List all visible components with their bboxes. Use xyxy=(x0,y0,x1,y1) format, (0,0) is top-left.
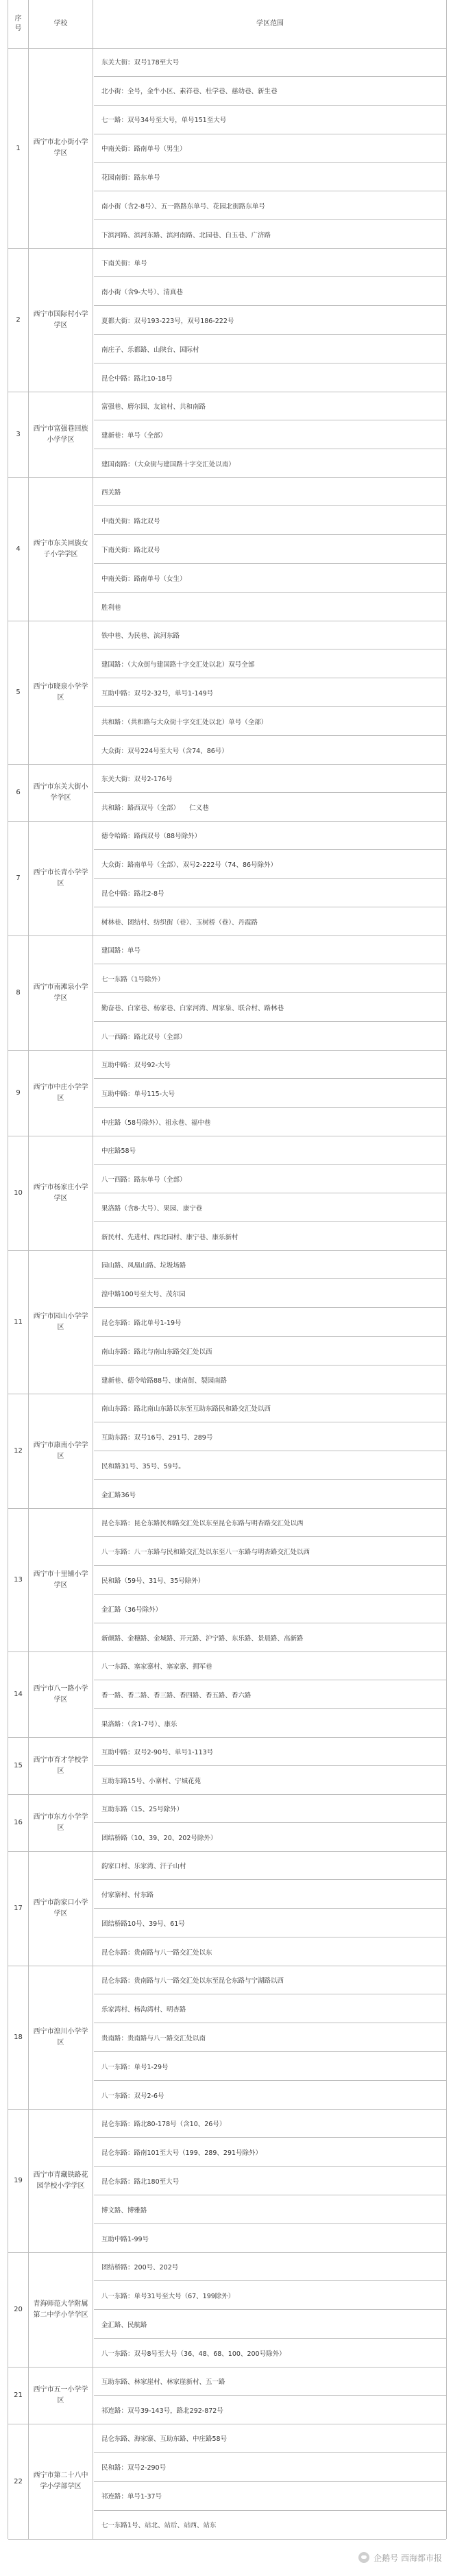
school-name: 西宁市育才学校学区 xyxy=(33,1756,88,1775)
table-header xyxy=(8,0,446,49)
district-range-item: 团结桥路（10、39、20、202号除外） xyxy=(101,1834,217,1842)
district-range-item: 南庄子、乐都路、山陕台、国际村 xyxy=(94,335,446,363)
district-range-item: 祁连路：双号39-143号，路北292-872号 xyxy=(101,2407,223,2415)
row-number: 19 xyxy=(14,2177,23,2184)
district-range-item: 八一东路：双号2-6号 xyxy=(101,2092,164,2100)
district-range-item: 建国路：（大众街与建国路十字交汇处以北）双号全部 xyxy=(94,649,446,678)
header-seq: 序 号 xyxy=(14,15,22,32)
district-range-item: 八一东路、塞家寨村、塞家寨、拥军巷 xyxy=(94,1651,446,1680)
district-range-list xyxy=(94,1394,446,1508)
row-number: 6 xyxy=(16,789,21,796)
district-range-list xyxy=(94,621,446,764)
table-row xyxy=(8,764,446,822)
school-name: 西宁市青藏铁路花园学校小学学区 xyxy=(33,2171,88,2190)
district-range-item: 八一西路：路东单号（全部） xyxy=(94,1165,446,1193)
district-range-item: 互助中路：双号2-90号、单号1-113号 xyxy=(94,1737,446,1766)
district-range-item: 南小街（含9-大号）、清真巷 xyxy=(94,277,446,306)
school-name: 西宁市十里铺小学学区 xyxy=(33,1570,88,1589)
district-range-item: 互助中路1-99号 xyxy=(101,2235,149,2243)
district-range-list xyxy=(94,1851,446,1966)
table-row xyxy=(8,477,446,621)
district-range-item: 昆仑东路：路北180至大号 xyxy=(94,2167,446,2195)
district-range-item: 金汇路、民航路 xyxy=(94,2310,446,2339)
district-range-item: 果洛路（含8-大号）、果园、康宁巷 xyxy=(94,1193,446,1222)
district-range-item: 中南关街：路北双号 xyxy=(94,506,446,535)
school-name: 西宁市东关大街小学学区 xyxy=(33,783,88,802)
district-range-list xyxy=(94,2109,446,2252)
district-range-item: 互助东路（15、25号除外） xyxy=(94,1794,446,1823)
row-number: 14 xyxy=(14,1691,23,1698)
school-name: 西宁市湟川小学学区 xyxy=(33,2027,88,2047)
table-row xyxy=(8,2109,446,2253)
district-range-item: 昆仑中路：路北2-8号 xyxy=(94,879,446,907)
table-row xyxy=(8,1508,446,1652)
district-range-item: 新民村、先进村、西北园村、康宁巷、康乐新村 xyxy=(101,1233,238,1241)
table-row xyxy=(8,392,446,478)
row-number: 4 xyxy=(16,545,21,553)
watermark-text: 企鹅号 西海都市报 xyxy=(374,2553,442,2563)
school-name: 西宁市中庄小学学区 xyxy=(33,1083,88,1102)
row-number: 10 xyxy=(14,1189,23,1197)
district-range-item: 金汇路（36号除外） xyxy=(94,1595,446,1623)
district-range-item: 香一路、香二路、香三路、香四路、香五路、香六路 xyxy=(94,1680,446,1709)
table-row xyxy=(8,1794,446,1852)
table-row xyxy=(8,248,446,392)
district-range-item: 互助中路：单号115-大号 xyxy=(94,1079,446,1108)
district-range-item: 团结桥路：200号、202号 xyxy=(94,2252,446,2281)
row-number: 1 xyxy=(16,144,21,152)
district-range-item: 胜利巷 xyxy=(101,604,121,612)
row-number: 12 xyxy=(14,1447,23,1455)
district-range-list xyxy=(94,2424,446,2539)
school-name: 西宁市韵家口小学学区 xyxy=(33,1898,88,1918)
district-range-item: 八一西路：路北双号（全部） xyxy=(101,1033,186,1041)
district-range-item: 韵家口村、乐家湾、汗子山村 xyxy=(94,1851,446,1880)
district-range-list xyxy=(94,1966,446,2109)
district-range-item: 东关大街：双号178至大号 xyxy=(94,48,446,77)
district-range-item: 昆仑东路：贵南路与八一路交汇处以东至昆仑东路与宁湖路以西 xyxy=(94,1966,446,1994)
district-range-item: 民和路（59号、31号、35号除外） xyxy=(94,1566,446,1595)
table-row xyxy=(8,1050,446,1136)
district-range-item: 大众街：双号224号至大号（含74、86号） xyxy=(101,747,228,755)
district-range-list xyxy=(94,1250,446,1394)
row-number: 18 xyxy=(14,2034,23,2041)
table-row xyxy=(8,48,446,249)
row-number: 11 xyxy=(14,1318,23,1326)
row-number: 17 xyxy=(14,1905,23,1912)
district-range-item: 园山路、凤凰山路、垃圾场路 xyxy=(94,1250,446,1279)
district-range-item: 南山东路：路北南山东路以东至互助东路民和路交汇处以西 xyxy=(94,1394,446,1422)
district-range-item: 互助中路：双号2-32号，单号1-149号 xyxy=(94,678,446,707)
district-range-item: 互助中路：双号92-大号 xyxy=(94,1050,446,1079)
district-range-item: 中南关街：路南单号（男生） xyxy=(94,134,446,163)
district-range-item: 花园南街：路东单号 xyxy=(94,163,446,191)
school-name: 西宁市园山小学学区 xyxy=(33,1312,88,1331)
row-number: 7 xyxy=(16,874,21,882)
district-range-item: 八一东路：八一东路与民和路交汇处以东至八一东路与明杏路交汇处以西 xyxy=(94,1537,446,1566)
table-row xyxy=(8,2367,446,2424)
school-name: 西宁市杨家庄小学学区 xyxy=(33,1183,88,1202)
district-range-item: 贵南路：贵南路与八一路交汇处以南 xyxy=(94,2023,446,2052)
district-range-list xyxy=(94,2367,446,2424)
district-range-item: 东关大街：双号2-176号 xyxy=(94,764,446,793)
district-range-item: 互助东路：双号16号、291号、289号 xyxy=(94,1422,446,1451)
district-range-item: 中庄路（58号除外）、祖永巷、福中巷 xyxy=(101,1119,211,1127)
district-range-item: 夏都大街：双号193-223号，双号186-222号 xyxy=(94,306,446,335)
school-name: 西宁市康南小学学区 xyxy=(33,1441,88,1460)
header-school: 学校 xyxy=(53,20,68,27)
row-number: 21 xyxy=(14,2392,23,2399)
school-name: 西宁市长青小学学区 xyxy=(33,868,88,887)
district-range-item: 树林巷、团结村、纺织街（巷）、玉树桥（巷）、丹霞路 xyxy=(101,918,258,927)
district-range-item: 富强巷、磨尔园、友谊村、共和南路 xyxy=(94,392,446,420)
school-district-table xyxy=(8,0,447,2539)
district-range-list xyxy=(94,1651,446,1737)
district-range-item: 湟中路100号至大号、茂尔园 xyxy=(94,1279,446,1308)
district-range-item: 昆仑东路：路南101至大号（199、289、291号除外） xyxy=(94,2138,446,2167)
district-range-item: 大众街：路南单号（全部）、双号2-222号（74、86号除外） xyxy=(94,850,446,879)
district-range-list xyxy=(94,1737,446,1794)
district-range-list xyxy=(94,2252,446,2367)
district-range-list xyxy=(94,1050,446,1136)
district-range-item: 互助东路15号、小寨村、宁城花苑 xyxy=(101,1777,201,1785)
school-name: 西宁市富强巷回族小学学区 xyxy=(33,425,88,444)
district-range-item: 中南关街：路南单号（女生） xyxy=(94,564,446,593)
district-range-item: 民和路：双号2-290号 xyxy=(94,2453,446,2481)
table-row xyxy=(8,1851,446,1966)
table-row xyxy=(8,1651,446,1738)
district-range-item: 勤奋巷、白家巷、杨家巷、白家河湾、周家泉、联合村、路林巷 xyxy=(94,993,446,1022)
district-range-item: 付家寨村、付东路 xyxy=(94,1880,446,1909)
table-row xyxy=(8,2252,446,2368)
column-divider xyxy=(28,0,29,2539)
table-row xyxy=(8,935,446,1051)
school-name: 西宁市东方小学学区 xyxy=(33,1813,88,1832)
district-range-list xyxy=(94,935,446,1050)
row-number: 20 xyxy=(14,2306,23,2313)
district-range-item: 果洛路：（含1-7号）、康乐 xyxy=(101,1720,177,1728)
district-range-list xyxy=(94,48,446,248)
district-range-list xyxy=(94,1794,446,1851)
district-range-item: 祁连路：单号1-37号 xyxy=(94,2482,446,2511)
school-name: 西宁市第二十八中学小学部学区 xyxy=(33,2472,88,2490)
district-range-item: 昆仑中路：路北10-18号 xyxy=(101,374,173,383)
district-range-item: 七一东路1号、站北、站后、站西、站东 xyxy=(101,2522,217,2530)
district-range-item: 团结桥路10号、39号、61号 xyxy=(94,1909,446,1937)
district-range-item: 下滨河路、滨河东路、滨河南路、北园巷、白玉巷、广济路 xyxy=(101,231,271,239)
row-number: 5 xyxy=(16,689,21,696)
table-row xyxy=(8,1966,446,2110)
district-range-item: 北小街：全号，金牛小区、素祥巷、杜学巷、慈幼巷、新生巷 xyxy=(94,77,446,106)
district-range-item: 八一东路：单号1-29号 xyxy=(94,2052,446,2081)
district-range-item: 共和路：路西双号（全部） 仁义巷 xyxy=(101,804,209,812)
table-row xyxy=(8,2424,446,2540)
district-range-list xyxy=(94,764,446,821)
school-name: 青海师范大学附属第二中学小学学区 xyxy=(33,2300,88,2319)
table-row xyxy=(8,621,446,765)
district-range-list xyxy=(94,821,446,935)
district-range-item: 建国路：单号 xyxy=(94,935,446,964)
district-range-item: 八一东路：双号8号至大号（36、48、68、100、200号除外） xyxy=(101,2350,286,2358)
table-row xyxy=(8,1136,446,1251)
district-range-item: 建新巷：单号（全部） xyxy=(94,420,446,449)
table-row xyxy=(8,1394,446,1509)
district-range-list xyxy=(94,1136,446,1250)
district-range-item: 建新巷、德令哈路88号、康南街、裂园南路 xyxy=(101,1376,228,1385)
row-number: 16 xyxy=(14,1819,23,1826)
district-range-item: 南小街（含2-8号）、五一路路东单号、花园北街路东单号 xyxy=(94,191,446,220)
district-range-item: 昆仑东路：路北单号1-19号 xyxy=(94,1308,446,1337)
header-range: 学区范围 xyxy=(256,20,284,27)
district-range-item: 昆仑东路：路北80-178号（含10、26号） xyxy=(94,2109,446,2138)
row-number: 3 xyxy=(16,431,21,438)
district-range-item: 西关路 xyxy=(94,477,446,506)
district-range-item: 下南关街：路北双号 xyxy=(94,535,446,564)
school-name: 西宁市五一小学学区 xyxy=(33,2385,88,2405)
district-range-item: 德令哈路：路西双号（88号除外） xyxy=(94,821,446,850)
school-name: 西宁市南滩泉小学学区 xyxy=(33,983,88,1002)
table-row xyxy=(8,1250,446,1394)
district-range-item: 昆仑东路：昆仑东路民和路交汇处以东至昆仑东路与明杏路交汇处以西 xyxy=(94,1508,446,1537)
district-range-item: 民和路31号、35号、59号。 xyxy=(94,1451,446,1480)
district-range-item: 建国南路：（大众街与建国路十字交汇处以南） xyxy=(101,460,235,468)
district-range-list xyxy=(94,392,446,477)
school-name: 西宁市晓泉小学学区 xyxy=(33,682,88,702)
district-range-item: 昆仑东路：贵南路与八一路交汇处以东 xyxy=(101,1948,212,1957)
school-name: 西宁市国际村小学学区 xyxy=(33,310,88,329)
school-name: 西宁市八一路小学学区 xyxy=(33,1684,88,1704)
district-range-item: 共和路：（共和路与大众街十字交汇处以北）单号（全部） xyxy=(94,707,446,736)
district-range-item: 互助东路、林家崖村、林家崖新村、五一路 xyxy=(94,2367,446,2396)
district-range-list xyxy=(94,1508,446,1651)
table-row xyxy=(8,821,446,936)
district-range-list xyxy=(94,248,446,392)
school-name: 西宁市东关回族女子小学学区 xyxy=(33,539,88,558)
district-range-item: 昆仑东路、海家寨、互助东路、中庄路58号 xyxy=(94,2424,446,2453)
row-number: 15 xyxy=(14,1762,23,1769)
district-range-item: 下南关街：单号 xyxy=(94,248,446,277)
district-range-item: 新颜路、金穗路、金城路、开元路、沪宁路、东乐路、景晨路、高新路 xyxy=(101,1634,304,1643)
district-range-item: 金汇路36号 xyxy=(101,1491,136,1499)
row-number: 2 xyxy=(16,316,21,324)
row-number: 22 xyxy=(14,2477,23,2485)
row-number: 8 xyxy=(16,989,21,997)
penguin-icon xyxy=(358,2552,369,2563)
district-range-list xyxy=(94,477,446,621)
district-range-item: 南山东路：路北与南山东路交汇处以西 xyxy=(94,1337,446,1365)
district-range-item: 七一路：双号34号至大号，单号151至大号 xyxy=(94,106,446,134)
district-range-item: 乐家湾村、杨沟湾村、明杏路 xyxy=(94,1994,446,2023)
district-range-item: 博文路、博雅路 xyxy=(94,2195,446,2224)
table-row xyxy=(8,1737,446,1795)
school-name: 西宁市北小街小学学区 xyxy=(33,139,88,157)
district-range-item: 八一东路：单号31号至大号（67、199除外） xyxy=(94,2281,446,2310)
row-number: 13 xyxy=(14,1576,23,1584)
district-range-item: 中庄路58号 xyxy=(94,1136,446,1165)
district-range-item: 七一东路（1号除外） xyxy=(94,964,446,993)
district-range-item: 铁中巷、为民巷、滨河东路 xyxy=(94,621,446,649)
row-number: 9 xyxy=(16,1089,21,1097)
watermark xyxy=(358,2550,442,2565)
